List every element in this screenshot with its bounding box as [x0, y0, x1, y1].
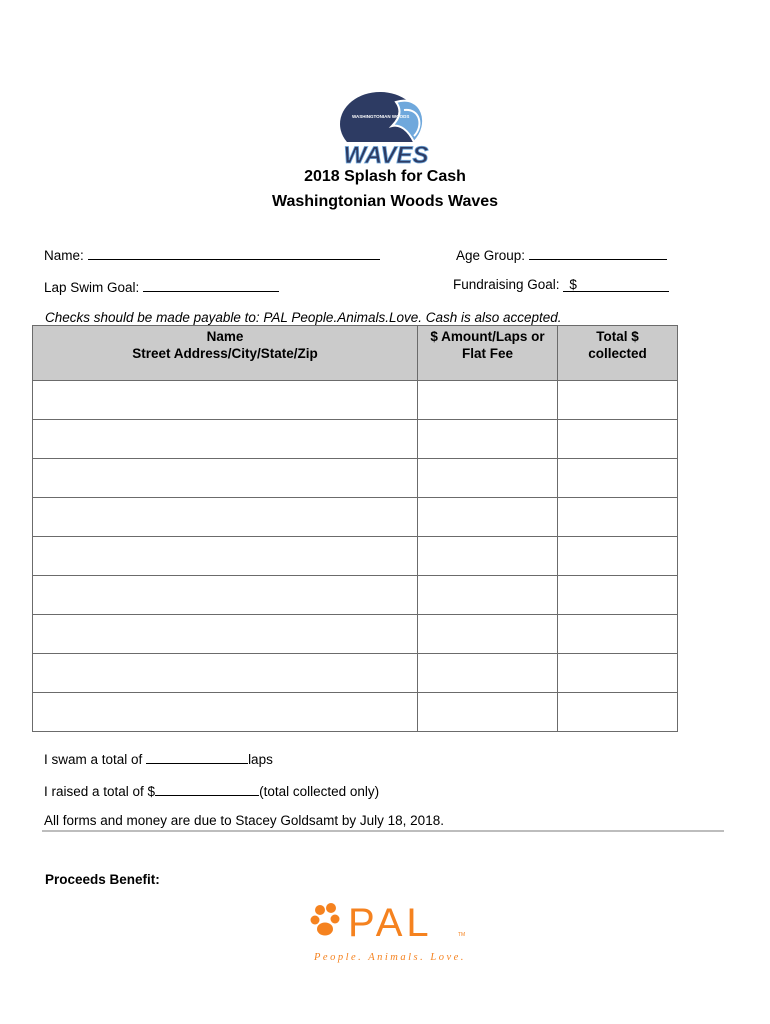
cell-name-address[interactable] — [33, 537, 418, 576]
lap-goal-label: Lap Swim Goal: — [44, 280, 140, 295]
cell-amount[interactable] — [418, 654, 558, 693]
fund-goal-blank[interactable] — [563, 277, 669, 292]
header-name-address — [33, 326, 418, 381]
cell-name-address[interactable] — [33, 576, 418, 615]
table-row — [33, 498, 678, 537]
age-group-label: Age Group: — [456, 248, 526, 263]
pledge-table — [32, 325, 678, 732]
table-row — [33, 459, 678, 498]
cell-amount[interactable] — [418, 459, 558, 498]
cell-name-address[interactable] — [33, 654, 418, 693]
swam-total-field — [44, 749, 273, 767]
proceeds-label: Proceeds Benefit: — [45, 872, 160, 887]
lap-goal-field — [44, 277, 279, 295]
table-header-row — [33, 326, 678, 381]
cell-total[interactable] — [558, 654, 678, 693]
cell-total[interactable] — [558, 693, 678, 732]
fund-goal-field — [453, 277, 669, 292]
header-total-line2: collected — [588, 346, 647, 361]
pledge-table-body — [33, 381, 678, 732]
logo-main-text: WAVES — [343, 142, 429, 169]
header-total — [558, 326, 678, 381]
cell-amount[interactable] — [418, 498, 558, 537]
name-label: Name: — [44, 248, 84, 263]
name-blank[interactable] — [88, 245, 380, 260]
header-total-line1: Total $ — [596, 329, 639, 344]
fund-goal-dollar: $ — [569, 277, 577, 292]
table-row — [33, 537, 678, 576]
table-row — [33, 693, 678, 732]
cell-total[interactable] — [558, 615, 678, 654]
page-title: 2018 Splash for Cash — [304, 168, 466, 185]
name-field — [44, 245, 380, 263]
fund-goal-label: Fundraising Goal: — [453, 277, 560, 292]
swam-blank[interactable] — [146, 749, 248, 764]
cell-name-address[interactable] — [33, 381, 418, 420]
table-row — [33, 420, 678, 459]
raised-prefix: I raised a total of $ — [44, 784, 156, 799]
lap-goal-blank[interactable] — [143, 277, 279, 292]
divider — [42, 830, 724, 832]
cell-total[interactable] — [558, 576, 678, 615]
cell-amount[interactable] — [418, 381, 558, 420]
cell-name-address[interactable] — [33, 498, 418, 537]
page-subtitle: Washingtonian Woods Waves — [271, 193, 499, 210]
swam-prefix: I swam a total of — [44, 752, 143, 767]
header-name-line2: Street Address/City/State/Zip — [132, 346, 318, 361]
table-row — [33, 381, 678, 420]
cell-total[interactable] — [558, 537, 678, 576]
raised-suffix: (total collected only) — [259, 784, 380, 799]
cell-amount[interactable] — [418, 576, 558, 615]
table-row — [33, 654, 678, 693]
waves-logo — [338, 90, 434, 170]
header-name-line1: Name — [206, 329, 244, 344]
cell-amount[interactable] — [418, 420, 558, 459]
pal-tm: TM — [458, 932, 466, 938]
age-group-blank[interactable] — [529, 245, 667, 260]
cell-total[interactable] — [558, 381, 678, 420]
checks-note: Checks should be made payable to: PAL People.Animals.Love. Cash is also accepted. — [45, 310, 562, 325]
cell-name-address[interactable] — [33, 693, 418, 732]
cell-total[interactable] — [558, 420, 678, 459]
pal-tagline: People. Animals. Love. — [314, 952, 466, 963]
pal-logo-text: PAL — [348, 902, 433, 945]
cell-amount[interactable] — [418, 615, 558, 654]
raised-total-field — [44, 781, 379, 799]
header-amount — [418, 326, 558, 381]
header-amount-line2: Flat Fee — [461, 346, 513, 361]
header-amount-line1: $ Amount/Laps or — [430, 329, 545, 344]
cell-name-address[interactable] — [33, 420, 418, 459]
cell-name-address[interactable] — [33, 459, 418, 498]
age-group-field — [456, 245, 667, 263]
swam-suffix: laps — [248, 752, 273, 767]
cell-total[interactable] — [558, 498, 678, 537]
logo-top-text: WASHINGTONIAN WOODS — [352, 114, 410, 119]
due-text: All forms and money are due to Stacey Goldsamt by July 18, 2018. — [44, 813, 444, 828]
paw-icon — [311, 903, 340, 936]
table-row — [33, 615, 678, 654]
table-row — [33, 576, 678, 615]
cell-amount[interactable] — [418, 537, 558, 576]
pal-logo — [308, 902, 473, 964]
cell-name-address[interactable] — [33, 615, 418, 654]
cell-amount[interactable] — [418, 693, 558, 732]
raised-blank[interactable] — [155, 781, 259, 796]
cell-total[interactable] — [558, 459, 678, 498]
